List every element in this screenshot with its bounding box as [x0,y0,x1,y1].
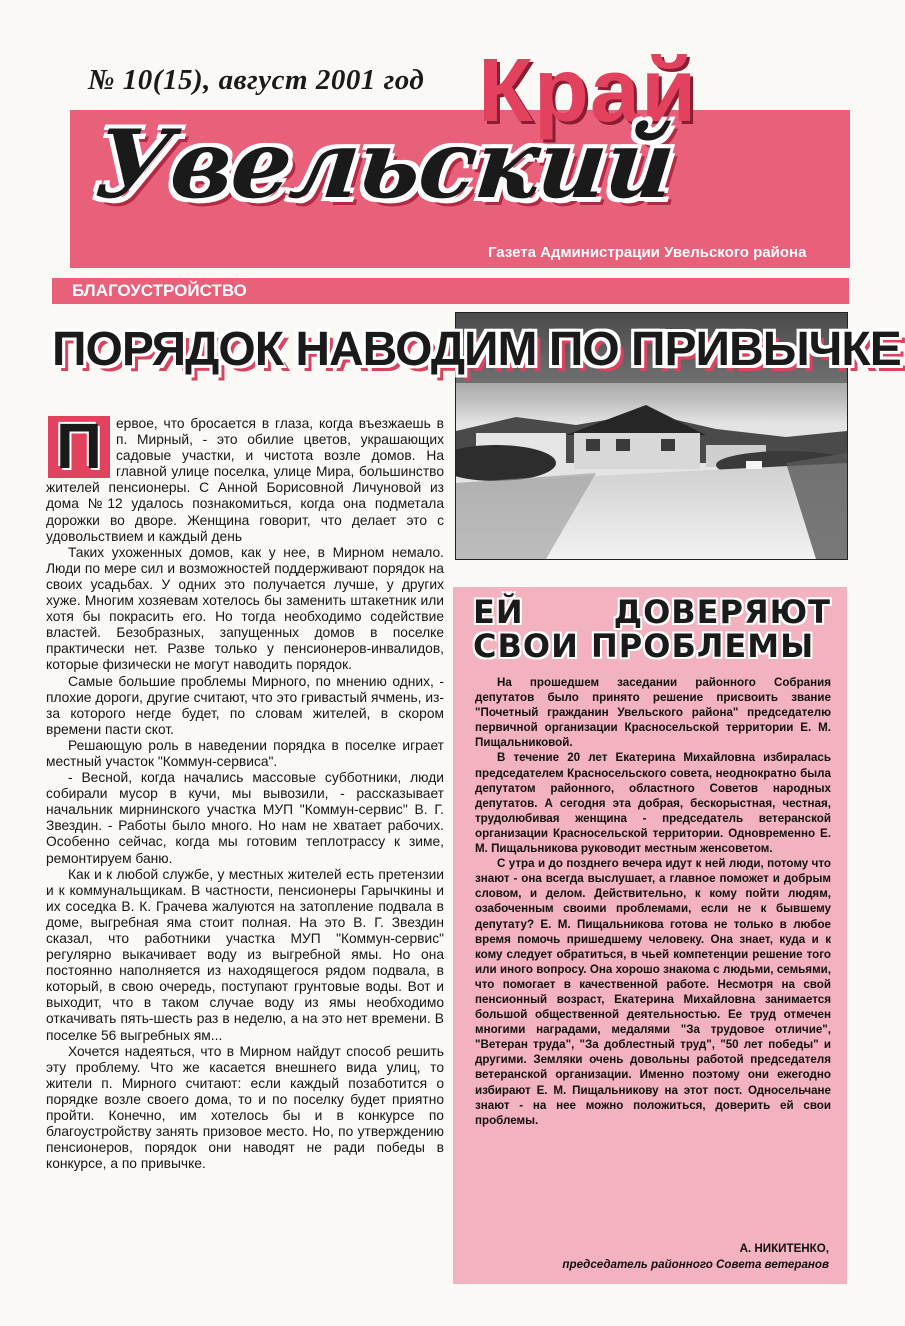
author-name: А. НИКИТЕНКО, [739,1242,829,1255]
author-position: председатель районного Совета ветеранов [562,1258,829,1271]
drop-cap-spacer [46,410,116,482]
masthead-subtitle: Газета Администрации Увельского района [488,244,807,261]
article-headline: ПОРЯДОК НАВОДИМ ПО ПРИВЫЧКЕ [52,323,901,376]
article-paragraph: Самые большие проблемы Мирного, по мнению одних, - плохие дороги, другие считают, что это гривастый ячмень, из-за которого негде будет, по словам жителей, в скором времени пасти скот. [46,673,444,737]
drop-cap-letter: П [56,410,102,482]
sidebar-paragraph: На прошедшем заседании районного Собрания депутатов было принято решение присвоить звание "Почетный гражданин Увельского района" председателю первичной организации Красносельской территории Е. М. Пищальниковой. [475,676,831,750]
masthead-title-main: Увельский [90,110,679,220]
article-body [46,410,444,1172]
article-paragraph: ервое, что бросается в глаза, когда въезжаешь в п. Мирный, - это обилие цветов, украшающих садовые участки, и чистота возле домов. На главной улице поселка, улице Мира, большинство жителей пенсионеры. С Анной Борисовной Личуновой из дома №12 удалось познакомиться, когда она подметала дорожки во дворе. Женщина говорит, что делает это с удовольствием и каждый день [46,416,444,544]
section-bar [52,278,849,304]
sidebar-headline-line: СВОИ ПРОБЛЕМЫ [473,627,815,665]
article-paragraph: Как и к любой службе, у местных жителей есть претензии и к коммунальщикам. В частности, пенсионеры Гарычкины и их соседка В. К. Грачева жалуются на затопление подвала в доме, выгребная яма стоит полная. На это В. Г. Звездин сказал, что работники участка МУП "Коммун-сервис" регулярно выкачивает воду из выгребной ямы. Но она постоянно наполняется из находящегося рядом подвала, в который, в свою очередь, поступают грунтовые воды. Вот и выходит, что в таком случае воду из ямы необходимо откачивать пять-шесть раз в неделю, а на это нет времени. В поселке 56 выгребных ям... [46,866,444,1043]
sidebar-headline-word: ЕЙ [473,593,524,631]
sidebar-headline-word: ДОВЕРЯЮТ [613,593,831,631]
article-paragraph: Хочется надеяться, что в Мирном найдут способ решить эту проблему. Что же касается внешнего вида улиц, то жители п. Мирного считают: если каждый позаботится о порядке возле своего дома, то и по поселку будет приятно пройти. Конечно, им хотелось бы и в конкурсе по благоустройству занять призовое место. Но, по утверждению пенсионеров, порядок они наводят не ради победы в конкурсе, а по привычке. [46,1043,444,1172]
sidebar-body [475,675,831,1128]
sidebar-article [453,587,847,1284]
issue-number-date: № 10(15), август 2001 год [88,64,425,96]
sidebar-paragraph: В течение 20 лет Екатерина Михайловна избиралась председателем Красносельского совета, неоднократно была депутатом районного, областного Советов народных депутатов. А сегодня эта добрая, бескорыстная, честная, трудолюбивая женщина - председатель ветеранской организации Красносельской территории. Одновременно Е. М. Пищальникова руководит местным женсоветом. [475,751,831,856]
article-paragraph: - Весной, когда начались массовые субботники, люди собирали мусор в кучи, мы вывозили, - рассказывает начальник мирнинского участка МУП "Коммун-сервис" В. Г. Звездин. - Работы было много. Но нам не хватает рабочих. Особенно сейчас, когда мы готовим теплотрассу к зиме, ремонтируем баню. [46,770,444,866]
sidebar-headline [473,595,831,663]
sidebar-signature [562,1241,829,1273]
article-paragraph: Решающую роль в наведении порядка в поселке играет местный участок "Коммун-сервиса". [46,737,444,769]
article-paragraph: Таких ухоженных домов, как у нее, в Мирном немало. Люди по мере сил и возможностей поддерживают порядок на своих усадьбах. У одних это получается лучше, у других хуже. Многим хозяевам хотелось бы заменить штакетник или хотя бы покрасить его. Но тогда необходимо содействие властей. Безобразных, запущенных домов в поселке практически нет. Разве только у пенсионеров-инвалидов, которые физически не могут наводить порядок. [46,544,444,673]
sidebar-paragraph: С утра и до позднего вечера идут к ней люди, потому что знают - она всегда выслушает, а главное поможет и добрым словом, и делом. Действительно, к кому пойти людям, озабоченным своими проблемами, если не к бывшему депутату? Е. М. Пищальникова готова не только в любое время помочь пришедшему человеку. Она знает, куда и к кому следует обратиться, в чьей компетенции решение того или иного вопросу. Она хорошо знакома с людьми, семьями, что помогает в качественной работе. Несмотря на свой пенсионный возраст, Екатерина Михайловна занимается большой общественной деятельностью. Ее труд отмечен многими наградами, медалями "За трудовое отличие", "Ветеран труда", "За доблестный труд", "50 лет победы" и другими. Земляки очень довольны работой председателя ветеранской организации. Именно поэтому они ежегодно избирают Е. М. Пищальникову на этот пост. Односельчане знают - на нее можно положиться, доверить ей свои проблемы. [475,857,831,1127]
masthead-title-top: Край [478,41,698,141]
section-label: БЛАГОУСТРОЙСТВО [72,281,247,300]
